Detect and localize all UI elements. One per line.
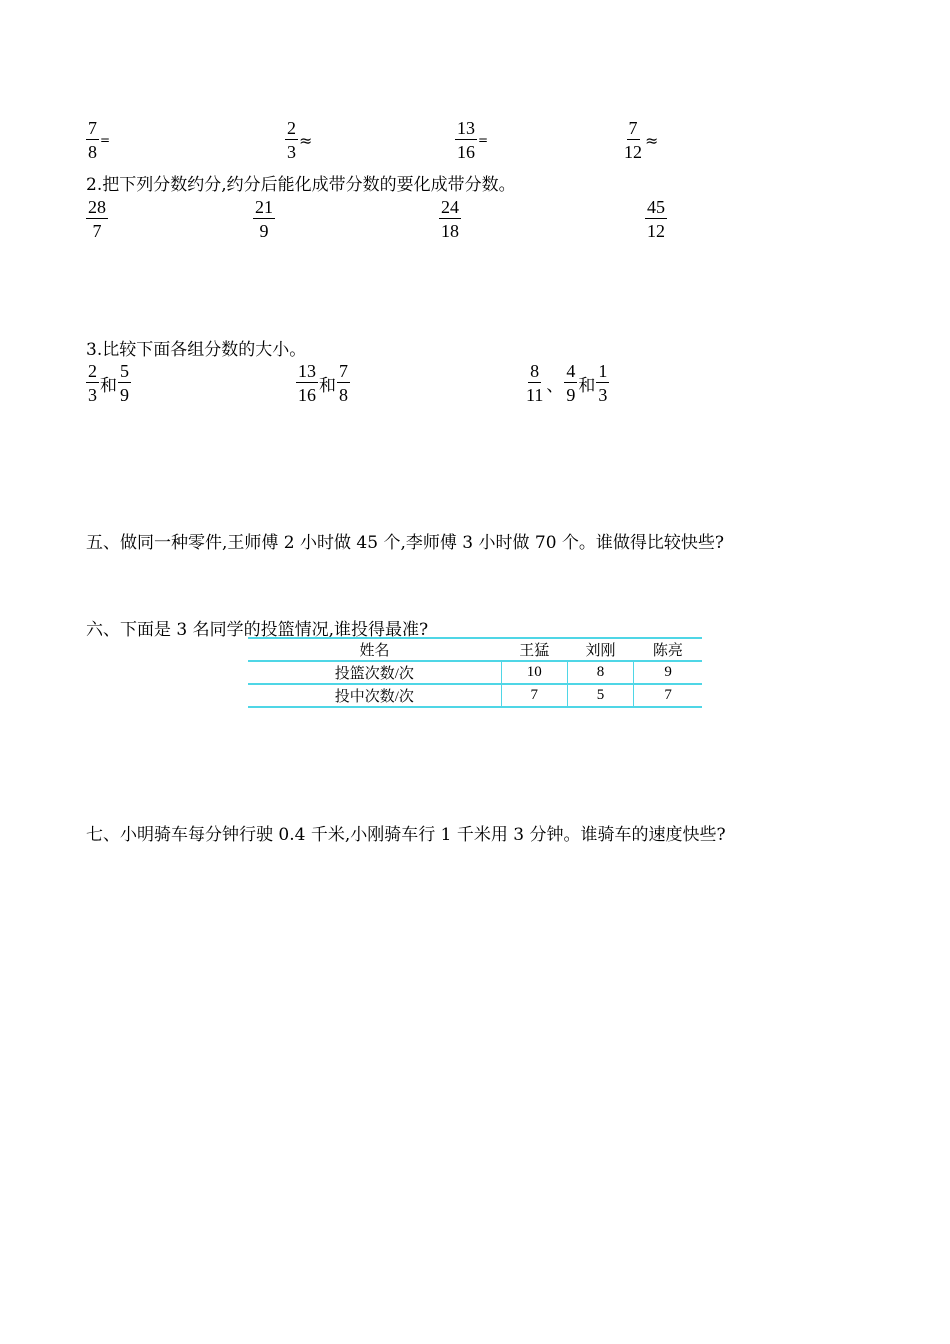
table-cell: 8 [567, 661, 633, 684]
fraction: $\frac{8}{11}$ [526, 361, 544, 405]
connector-and: 和 [319, 375, 336, 396]
q7-text: 七、小明骑车每分钟行驶 0.4 千米,小刚骑车行 1 千米用 3 分钟。谁骑车的速度快些? [86, 825, 726, 845]
approx-sign: ≈ [299, 130, 313, 150]
table-row [248, 661, 702, 684]
table-header: 陈亮 [634, 638, 702, 661]
fraction: $\frac{4}{9}$ [566, 361, 576, 405]
fraction: $\frac{5}{9}$ [120, 361, 129, 405]
table-cell: 投中次数/次 [248, 684, 501, 707]
fraction: $\frac{21}{9}$ [255, 197, 273, 241]
fraction: $\frac{28}{7}$ [88, 197, 106, 241]
table-header: 刘刚 [567, 638, 633, 661]
q2-fraction-2 [253, 198, 275, 240]
q3-group-3 [524, 362, 609, 404]
fraction: $\frac{7}{12}$ [624, 118, 642, 162]
table-header: 姓名 [248, 638, 501, 661]
table-header: 王猛 [501, 638, 567, 661]
fraction: $\frac{1}{3}$ [598, 361, 608, 405]
table-cell: 9 [634, 661, 702, 684]
frac-item-3 [455, 119, 488, 161]
q2-fraction-1 [86, 198, 108, 240]
fraction: $\frac{2}{3}$ [88, 361, 97, 405]
fraction: $\frac{13}{16}$ [457, 118, 475, 162]
q6-text: 六、下面是 3 名同学的投篮情况,谁投得最准? [86, 620, 429, 640]
table-row [248, 684, 702, 707]
fraction: $\frac{7}{8}$ [339, 361, 348, 405]
table-header-row [248, 638, 702, 661]
connector-and: 和 [100, 375, 117, 396]
approx-sign: ≈ [645, 130, 659, 150]
connector-comma: 、 [546, 375, 564, 396]
fraction: $\frac{13}{16}$ [298, 361, 316, 405]
fraction: $\frac{2}{3}$ [287, 118, 296, 162]
q2-title: 2.把下列分数约分,约分后能化成带分数的要化成带分数。 [86, 175, 516, 195]
q3-title: 3.比较下面各组分数的大小。 [86, 340, 307, 360]
frac-item-1 [86, 119, 110, 161]
equals-sign: = [478, 133, 489, 147]
q2-fraction-3 [439, 198, 461, 240]
table-cell: 7 [634, 684, 702, 707]
fraction: $\frac{45}{12}$ [647, 197, 665, 241]
q3-group-1 [86, 362, 131, 404]
q2-fraction-4 [645, 198, 667, 240]
shooting-table [248, 637, 702, 708]
frac-item-4 [622, 119, 658, 161]
table-cell: 7 [501, 684, 567, 707]
connector-and: 和 [578, 375, 596, 396]
equals-sign: = [100, 133, 111, 147]
table-cell: 10 [501, 661, 567, 684]
fraction: $\frac{7}{8}$ [88, 118, 97, 162]
table-cell: 5 [567, 684, 633, 707]
q3-group-2 [296, 362, 350, 404]
table-cell: 投篮次数/次 [248, 661, 501, 684]
frac-item-2 [285, 119, 312, 161]
fraction: $\frac{24}{18}$ [441, 197, 459, 241]
q5-text: 五、做同一种零件,王师傅 2 小时做 45 个,李师傅 3 小时做 70 个。谁做得比较快些? [86, 533, 725, 553]
